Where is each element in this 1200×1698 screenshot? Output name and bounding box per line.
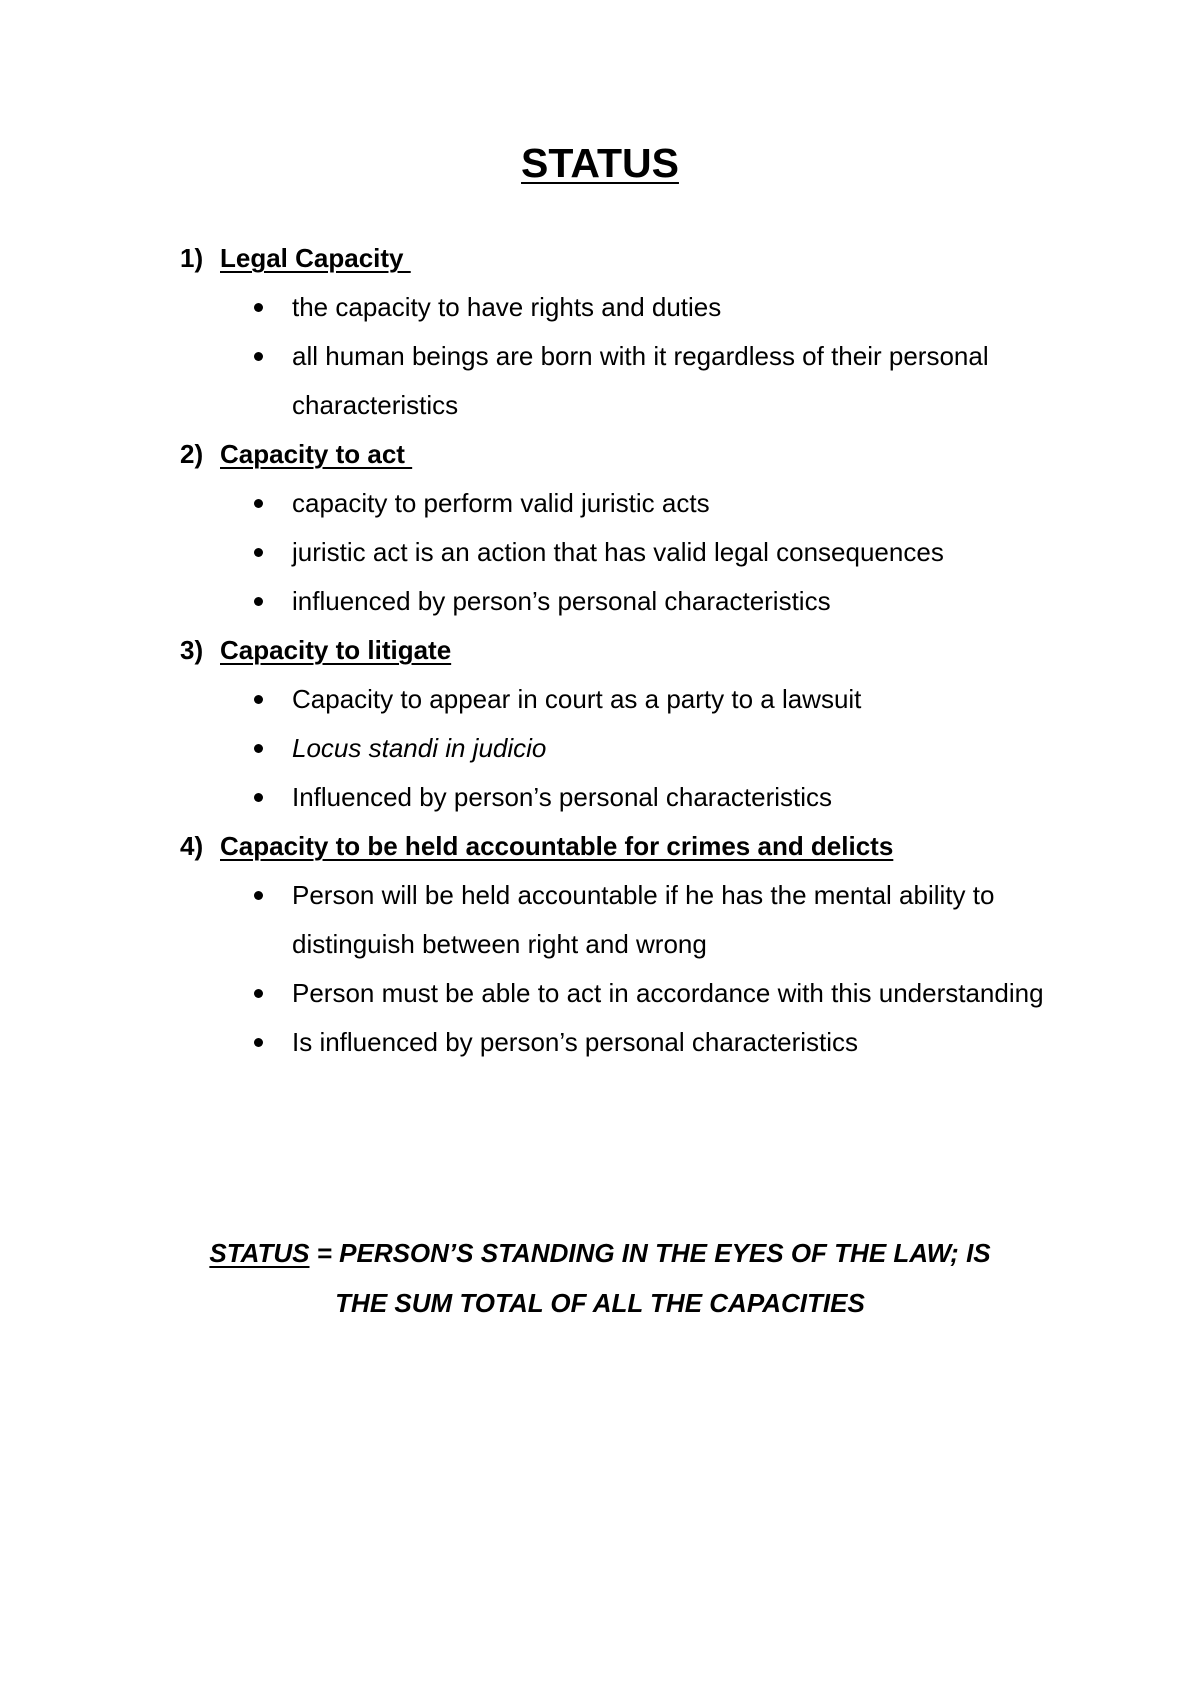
list-item-text: influenced by person’s personal characteristics [292, 586, 831, 616]
capacity-sections [180, 234, 1080, 1067]
bullet-icon [254, 891, 263, 900]
list-item [180, 675, 1092, 724]
section-title: Capacity to litigate [220, 635, 452, 665]
section-legal-capacity [180, 234, 1080, 430]
section-heading [180, 822, 1080, 871]
bullet-icon [254, 793, 263, 802]
section-title: Capacity to act [220, 439, 413, 469]
definition-line-1 [0, 1228, 1200, 1278]
section-number: 1) [180, 243, 204, 273]
definition-term: STATUS [209, 1238, 310, 1268]
list-item [180, 528, 1092, 577]
list-item-text: Locus standi in judicio [292, 733, 547, 763]
list-item-text: Capacity to appear in court as a party to a lawsuit [292, 684, 862, 714]
list-item [180, 283, 1092, 332]
list-item [180, 332, 1092, 430]
page-title: STATUS [521, 140, 679, 186]
section-heading [180, 626, 1080, 675]
section-capacity-to-litigate [180, 626, 1080, 822]
section-title: Legal Capacity [220, 243, 411, 273]
list-item [180, 969, 1092, 1018]
bullet-list [180, 479, 1080, 626]
section-number: 4) [180, 831, 204, 861]
list-item-text: Is influenced by person’s personal characteristics [292, 1027, 859, 1057]
bullet-icon [254, 597, 263, 606]
bullet-icon [254, 499, 263, 508]
list-item-text: the capacity to have rights and duties [292, 292, 722, 322]
list-item-text: all human beings are born with it regardless of their personal characteristics [292, 341, 989, 420]
section-accountability [180, 822, 1080, 1067]
section-number: 3) [180, 635, 204, 665]
list-item [180, 724, 1092, 773]
list-item-text: capacity to perform valid juristic acts [292, 488, 710, 518]
list-item [180, 773, 1092, 822]
list-item-text: Person must be able to act in accordance with this understanding [292, 978, 1044, 1008]
list-item-text: Influenced by person’s personal characteristics [292, 782, 833, 812]
bullet-icon [254, 989, 263, 998]
bullet-icon [254, 352, 263, 361]
bullet-icon [254, 744, 263, 753]
bullet-icon [254, 1038, 263, 1047]
list-item [180, 1018, 1092, 1067]
section-heading [180, 430, 1080, 479]
bullet-icon [254, 548, 263, 557]
bullet-icon [254, 303, 263, 312]
bullet-list [180, 871, 1080, 1067]
definition-line-2: THE SUM TOTAL OF ALL THE CAPACITIES [335, 1288, 865, 1318]
section-number: 2) [180, 439, 204, 469]
bullet-icon [254, 695, 263, 704]
section-title: Capacity to be held accountable for crimes and delicts [220, 831, 894, 861]
section-capacity-to-act [180, 430, 1080, 626]
list-item [180, 871, 1092, 969]
status-definition [0, 1228, 1200, 1328]
list-item-text: Person will be held accountable if he has the mental ability to distinguish between right and wrong [292, 880, 995, 959]
list-item-text: juristic act is an action that has valid legal consequences [292, 537, 944, 567]
section-heading [180, 234, 1080, 283]
list-item [180, 577, 1092, 626]
list-item [180, 479, 1092, 528]
bullet-list [180, 283, 1080, 430]
bullet-list [180, 675, 1080, 822]
definition-text: = PERSON’S STANDING IN THE EYES OF THE LAW; IS [309, 1238, 991, 1268]
